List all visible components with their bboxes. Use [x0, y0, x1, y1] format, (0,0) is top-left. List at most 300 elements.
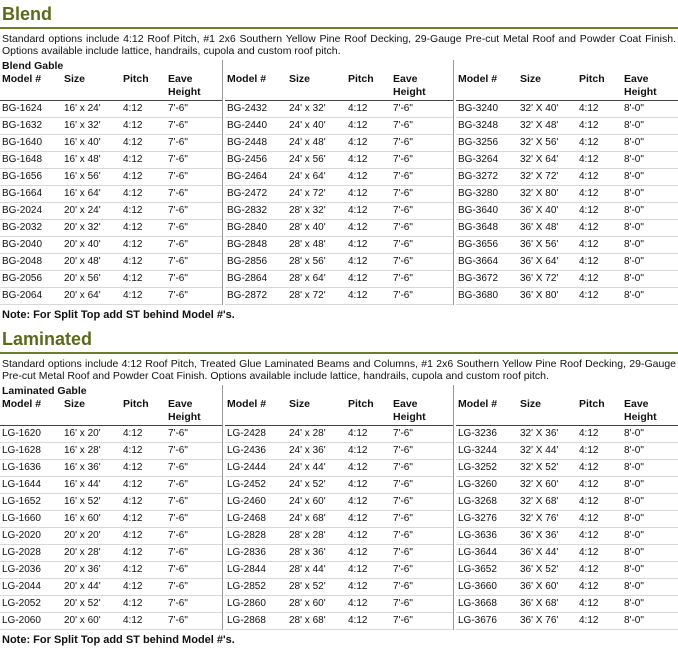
cell-eave-height: 7'-6" — [393, 239, 413, 250]
cell-pitch: 4:12 — [348, 496, 368, 507]
table-row — [456, 494, 678, 511]
cell-size: 24' x 36' — [289, 445, 326, 456]
cell-model: BG-2848 — [227, 239, 268, 250]
cell-model: BG-3272 — [458, 171, 499, 182]
cell-size: 28' x 52' — [289, 581, 326, 592]
cell-model: BG-2440 — [227, 120, 268, 131]
cell-size: 20' x 28' — [64, 547, 101, 558]
cell-model: LG-2860 — [227, 598, 266, 609]
cell-pitch: 4:12 — [579, 103, 599, 114]
cell-pitch: 4:12 — [579, 239, 599, 250]
cell-pitch: 4:12 — [579, 120, 599, 131]
cell-size: 28' x 40' — [289, 222, 326, 233]
cell-pitch: 4:12 — [348, 256, 368, 267]
table-row — [456, 511, 678, 528]
header-eave-height — [166, 72, 222, 100]
table-header — [225, 397, 453, 426]
section-title: Laminated — [2, 329, 93, 349]
table-row — [0, 271, 222, 288]
cell-model: BG-3672 — [458, 273, 499, 284]
cell-size: 32' X 64' — [520, 154, 559, 165]
cell-eave-height: 7'-6" — [393, 103, 413, 114]
header-model: Model # — [2, 398, 42, 410]
header-eave-height — [391, 397, 447, 425]
cell-model: BG-2056 — [2, 273, 43, 284]
cell-size: 20' x 48' — [64, 256, 101, 267]
cell-model: BG-2856 — [227, 256, 268, 267]
cell-eave-height: 7'-6" — [393, 462, 413, 473]
cell-model: LG-3652 — [458, 564, 497, 575]
cell-size: 24' x 52' — [289, 479, 326, 490]
cell-pitch: 4:12 — [348, 273, 368, 284]
cell-eave-height: 7'-6" — [168, 103, 188, 114]
header-eave-height — [391, 72, 447, 100]
table-row — [0, 101, 222, 118]
cell-model: LG-2036 — [2, 564, 41, 575]
cell-eave-height: 8'-0" — [624, 479, 644, 490]
cell-eave-height: 7'-6" — [168, 615, 188, 626]
cell-size: 36' X 48' — [520, 222, 559, 233]
table-row — [456, 443, 678, 460]
table-row — [0, 528, 222, 545]
table-row — [225, 152, 453, 169]
model-tables — [0, 60, 678, 305]
table-row — [225, 528, 453, 545]
cell-size: 24' x 64' — [289, 171, 326, 182]
cell-size: 24' x 40' — [289, 120, 326, 131]
cell-eave-height: 7'-6" — [393, 564, 413, 575]
cell-size: 16' x 64' — [64, 188, 101, 199]
header-size: Size — [520, 398, 542, 410]
table-row — [456, 152, 678, 169]
section-laminated — [0, 325, 678, 650]
cell-model: LG-1660 — [2, 513, 41, 524]
table-row — [225, 118, 453, 135]
cell-eave-height: 7'-6" — [168, 445, 188, 456]
table-row — [456, 101, 678, 118]
cell-eave-height: 7'-6" — [393, 615, 413, 626]
cell-size: 28' x 32' — [289, 205, 326, 216]
table-row — [456, 135, 678, 152]
cell-size: 16' x 60' — [64, 513, 101, 524]
cell-model: LG-2444 — [227, 462, 266, 473]
header-size: Size — [64, 73, 86, 85]
cell-eave-height: 7'-6" — [168, 428, 188, 439]
cell-size: 32' X 68' — [520, 496, 559, 507]
cell-size: 36' X 76' — [520, 615, 559, 626]
cell-pitch: 4:12 — [579, 564, 599, 575]
cell-model: BG-3656 — [458, 239, 499, 250]
split-top-note: Note: For Split Top add ST behind Model #'s. — [2, 634, 235, 646]
cell-size: 24' x 60' — [289, 496, 326, 507]
table-row — [456, 288, 678, 305]
cell-eave-height: 7'-6" — [393, 120, 413, 131]
cell-eave-height: 7'-6" — [393, 496, 413, 507]
table-row — [0, 237, 222, 254]
cell-size: 20' x 20' — [64, 530, 101, 541]
cell-model: BG-1624 — [2, 103, 43, 114]
cell-pitch: 4:12 — [348, 462, 368, 473]
cell-model: LG-2468 — [227, 513, 266, 524]
cell-model: BG-3640 — [458, 205, 499, 216]
cell-pitch: 4:12 — [123, 188, 143, 199]
model-table-column — [454, 60, 678, 305]
cell-pitch: 4:12 — [579, 513, 599, 524]
cell-model: LG-2460 — [227, 496, 266, 507]
cell-model: BG-1648 — [2, 154, 43, 165]
cell-size: 20' x 40' — [64, 239, 101, 250]
table-row — [225, 579, 453, 596]
cell-pitch: 4:12 — [348, 581, 368, 592]
model-table-column — [223, 385, 454, 630]
cell-eave-height: 7'-6" — [393, 547, 413, 558]
header-size: Size — [289, 73, 311, 85]
cell-pitch: 4:12 — [579, 462, 599, 473]
table-row — [0, 460, 222, 477]
cell-pitch: 4:12 — [348, 564, 368, 575]
cell-model: LG-1636 — [2, 462, 41, 473]
cell-eave-height: 7'-6" — [168, 273, 188, 284]
cell-eave-height: 7'-6" — [393, 188, 413, 199]
cell-eave-height: 7'-6" — [168, 290, 188, 301]
cell-size: 16' x 24' — [64, 103, 101, 114]
table-row — [0, 443, 222, 460]
cell-eave-height: 7'-6" — [393, 137, 413, 148]
cell-model: LG-1628 — [2, 445, 41, 456]
cell-model: BG-3240 — [458, 103, 499, 114]
cell-size: 24' x 72' — [289, 188, 326, 199]
cell-pitch: 4:12 — [123, 205, 143, 216]
cell-model: BG-2864 — [227, 273, 268, 284]
cell-eave-height: 8'-0" — [624, 462, 644, 473]
cell-pitch: 4:12 — [579, 615, 599, 626]
cell-pitch: 4:12 — [123, 103, 143, 114]
table-row — [0, 118, 222, 135]
cell-model: BG-2464 — [227, 171, 268, 182]
table-row — [456, 579, 678, 596]
cell-size: 32' X 40' — [520, 103, 559, 114]
cell-eave-height: 7'-6" — [393, 290, 413, 301]
cell-pitch: 4:12 — [348, 103, 368, 114]
cell-model: LG-3636 — [458, 530, 497, 541]
cell-pitch: 4:12 — [123, 273, 143, 284]
section-title: Blend — [2, 4, 53, 24]
cell-pitch: 4:12 — [579, 598, 599, 609]
table-row — [225, 101, 453, 118]
table-row — [225, 426, 453, 443]
cell-eave-height: 7'-6" — [393, 530, 413, 541]
cell-eave-height: 8'-0" — [624, 445, 644, 456]
header-eave-line2: Height — [168, 411, 201, 423]
table-row — [225, 443, 453, 460]
table-row — [0, 152, 222, 169]
cell-size: 16' x 44' — [64, 479, 101, 490]
cell-size: 20' x 32' — [64, 222, 101, 233]
cell-pitch: 4:12 — [123, 290, 143, 301]
cell-eave-height: 7'-6" — [168, 564, 188, 575]
cell-model: LG-3660 — [458, 581, 497, 592]
cell-eave-height: 7'-6" — [393, 598, 413, 609]
table-row — [0, 613, 222, 630]
cell-model: LG-3260 — [458, 479, 497, 490]
cell-size: 16' x 52' — [64, 496, 101, 507]
cell-eave-height: 8'-0" — [624, 547, 644, 558]
model-table-column — [454, 385, 678, 630]
table-row — [456, 545, 678, 562]
cell-size: 24' x 68' — [289, 513, 326, 524]
header-eave-height — [622, 72, 678, 100]
cell-model: BG-1632 — [2, 120, 43, 131]
cell-eave-height: 7'-6" — [168, 598, 188, 609]
cell-model: LG-2452 — [227, 479, 266, 490]
cell-eave-height: 7'-6" — [168, 513, 188, 524]
table-row — [0, 203, 222, 220]
cell-eave-height: 7'-6" — [168, 496, 188, 507]
cell-eave-height: 8'-0" — [624, 428, 644, 439]
cell-eave-height: 8'-0" — [624, 154, 644, 165]
cell-eave-height: 7'-6" — [393, 256, 413, 267]
cell-pitch: 4:12 — [579, 171, 599, 182]
header-pitch: Pitch — [348, 398, 374, 410]
cell-model: BG-3664 — [458, 256, 499, 267]
cell-pitch: 4:12 — [579, 222, 599, 233]
table-row — [456, 254, 678, 271]
table-row — [456, 169, 678, 186]
cell-eave-height: 7'-6" — [168, 581, 188, 592]
cell-model: BG-2048 — [2, 256, 43, 267]
cell-size: 32' X 56' — [520, 137, 559, 148]
group-label: Blend Gable — [2, 60, 64, 72]
cell-size: 20' x 44' — [64, 581, 101, 592]
cell-pitch: 4:12 — [123, 256, 143, 267]
cell-pitch: 4:12 — [123, 239, 143, 250]
model-table-column — [223, 60, 454, 305]
cell-model: LG-2028 — [2, 547, 41, 558]
cell-pitch: 4:12 — [348, 205, 368, 216]
cell-pitch: 4:12 — [348, 290, 368, 301]
cell-pitch: 4:12 — [123, 598, 143, 609]
cell-size: 36' X 80' — [520, 290, 559, 301]
cell-size: 36' X 36' — [520, 530, 559, 541]
cell-pitch: 4:12 — [348, 615, 368, 626]
cell-eave-height: 8'-0" — [624, 615, 644, 626]
cell-pitch: 4:12 — [348, 513, 368, 524]
cell-pitch: 4:12 — [579, 496, 599, 507]
cell-size: 20' x 64' — [64, 290, 101, 301]
header-pitch: Pitch — [123, 73, 149, 85]
cell-model: BG-2064 — [2, 290, 43, 301]
table-row — [225, 477, 453, 494]
cell-pitch: 4:12 — [579, 479, 599, 490]
header-eave-line2: Height — [393, 86, 426, 98]
cell-eave-height: 7'-6" — [393, 513, 413, 524]
table-row — [225, 169, 453, 186]
header-pitch: Pitch — [123, 398, 149, 410]
header-model: Model # — [227, 398, 267, 410]
cell-pitch: 4:12 — [348, 188, 368, 199]
cell-model: LG-2868 — [227, 615, 266, 626]
cell-pitch: 4:12 — [348, 428, 368, 439]
cell-eave-height: 7'-6" — [168, 205, 188, 216]
table-row — [225, 545, 453, 562]
header-model: Model # — [458, 398, 498, 410]
header-eave-line1: Eave — [393, 73, 418, 85]
cell-model: LG-2052 — [2, 598, 41, 609]
cell-eave-height: 7'-6" — [393, 222, 413, 233]
cell-model: LG-2844 — [227, 564, 266, 575]
section-divider — [0, 27, 678, 29]
cell-eave-height: 8'-0" — [624, 103, 644, 114]
cell-eave-height: 8'-0" — [624, 256, 644, 267]
cell-size: 28' x 68' — [289, 615, 326, 626]
table-row — [456, 271, 678, 288]
table-row — [0, 545, 222, 562]
cell-eave-height: 7'-6" — [168, 479, 188, 490]
cell-size: 24' x 56' — [289, 154, 326, 165]
cell-size: 16' x 28' — [64, 445, 101, 456]
cell-pitch: 4:12 — [579, 137, 599, 148]
cell-size: 16' x 20' — [64, 428, 101, 439]
cell-model: LG-2436 — [227, 445, 266, 456]
cell-eave-height: 8'-0" — [624, 564, 644, 575]
model-table-column — [0, 385, 223, 630]
cell-pitch: 4:12 — [579, 290, 599, 301]
cell-pitch: 4:12 — [123, 428, 143, 439]
cell-model: LG-3668 — [458, 598, 497, 609]
cell-eave-height: 7'-6" — [393, 154, 413, 165]
cell-size: 28' x 60' — [289, 598, 326, 609]
cell-eave-height: 7'-6" — [168, 171, 188, 182]
cell-pitch: 4:12 — [123, 615, 143, 626]
model-tables — [0, 385, 678, 630]
section-divider — [0, 352, 678, 354]
header-eave-line2: Height — [624, 86, 657, 98]
cell-eave-height: 8'-0" — [624, 120, 644, 131]
cell-model: LG-2852 — [227, 581, 266, 592]
header-pitch: Pitch — [579, 398, 605, 410]
header-model: Model # — [227, 73, 267, 85]
cell-eave-height: 7'-6" — [168, 239, 188, 250]
cell-size: 28' x 56' — [289, 256, 326, 267]
header-pitch: Pitch — [579, 73, 605, 85]
cell-pitch: 4:12 — [579, 205, 599, 216]
header-eave-line1: Eave — [168, 398, 193, 410]
cell-size: 20' x 60' — [64, 615, 101, 626]
cell-model: LG-3252 — [458, 462, 497, 473]
cell-size: 36' X 68' — [520, 598, 559, 609]
table-row — [225, 203, 453, 220]
header-eave-line2: Height — [168, 86, 201, 98]
cell-pitch: 4:12 — [348, 547, 368, 558]
cell-model: LG-2044 — [2, 581, 41, 592]
cell-pitch: 4:12 — [579, 530, 599, 541]
cell-eave-height: 7'-6" — [168, 137, 188, 148]
table-row — [456, 203, 678, 220]
group-label: Laminated Gable — [2, 385, 87, 397]
cell-eave-height: 8'-0" — [624, 598, 644, 609]
model-table-column — [0, 60, 223, 305]
cell-pitch: 4:12 — [348, 120, 368, 131]
cell-pitch: 4:12 — [348, 154, 368, 165]
cell-size: 32' X 60' — [520, 479, 559, 490]
cell-size: 24' x 48' — [289, 137, 326, 148]
cell-eave-height: 8'-0" — [624, 530, 644, 541]
header-eave-line1: Eave — [393, 398, 418, 410]
cell-eave-height: 8'-0" — [624, 205, 644, 216]
table-row — [0, 511, 222, 528]
cell-eave-height: 7'-6" — [168, 256, 188, 267]
cell-model: LG-3236 — [458, 428, 497, 439]
table-row — [0, 494, 222, 511]
header-eave-line1: Eave — [624, 73, 649, 85]
cell-size: 16' x 36' — [64, 462, 101, 473]
cell-size: 36' X 60' — [520, 581, 559, 592]
table-row — [0, 220, 222, 237]
cell-pitch: 4:12 — [348, 171, 368, 182]
table-row — [225, 562, 453, 579]
table-row — [0, 169, 222, 186]
cell-pitch: 4:12 — [579, 273, 599, 284]
cell-eave-height: 7'-6" — [168, 120, 188, 131]
cell-eave-height: 7'-6" — [393, 428, 413, 439]
cell-size: 36' X 56' — [520, 239, 559, 250]
cell-pitch: 4:12 — [123, 154, 143, 165]
cell-eave-height: 7'-6" — [393, 581, 413, 592]
table-row — [0, 288, 222, 305]
header-size: Size — [64, 398, 86, 410]
cell-model: BG-3680 — [458, 290, 499, 301]
cell-size: 36' X 64' — [520, 256, 559, 267]
table-row — [225, 135, 453, 152]
cell-size: 32' X 76' — [520, 513, 559, 524]
header-eave-line1: Eave — [624, 398, 649, 410]
cell-eave-height: 8'-0" — [624, 513, 644, 524]
cell-model: LG-1652 — [2, 496, 41, 507]
section-description: Standard options include 4:12 Roof Pitch, Treated Glue Laminated Beams and Columns, #1 2x6 Southern Yellow Pine Roof Decking, 29-Gauge Pre-cut Metal Roof and Powder Coat Finish. Options available include lattice, handrails, cupola and custom roof pitch. — [2, 358, 676, 382]
cell-pitch: 4:12 — [579, 188, 599, 199]
cell-model: BG-1640 — [2, 137, 43, 148]
cell-model: BG-2448 — [227, 137, 268, 148]
cell-size: 24' x 44' — [289, 462, 326, 473]
table-row — [456, 220, 678, 237]
table-header — [225, 72, 453, 101]
table-row — [225, 271, 453, 288]
cell-model: LG-3644 — [458, 547, 497, 558]
table-row — [225, 186, 453, 203]
table-header — [0, 397, 222, 426]
cell-eave-height: 8'-0" — [624, 496, 644, 507]
cell-pitch: 4:12 — [123, 581, 143, 592]
table-row — [456, 528, 678, 545]
cell-eave-height: 8'-0" — [624, 581, 644, 592]
header-pitch: Pitch — [348, 73, 374, 85]
cell-pitch: 4:12 — [348, 479, 368, 490]
cell-model: BG-1656 — [2, 171, 43, 182]
cell-size: 16' x 56' — [64, 171, 101, 182]
table-header — [456, 397, 678, 426]
cell-size: 28' x 72' — [289, 290, 326, 301]
table-row — [225, 511, 453, 528]
cell-pitch: 4:12 — [123, 222, 143, 233]
cell-pitch: 4:12 — [123, 564, 143, 575]
table-row — [456, 237, 678, 254]
cell-size: 20' x 24' — [64, 205, 101, 216]
table-row — [0, 135, 222, 152]
header-eave-height — [166, 397, 222, 425]
cell-model: BG-3280 — [458, 188, 499, 199]
table-row — [456, 426, 678, 443]
header-eave-height — [622, 397, 678, 425]
